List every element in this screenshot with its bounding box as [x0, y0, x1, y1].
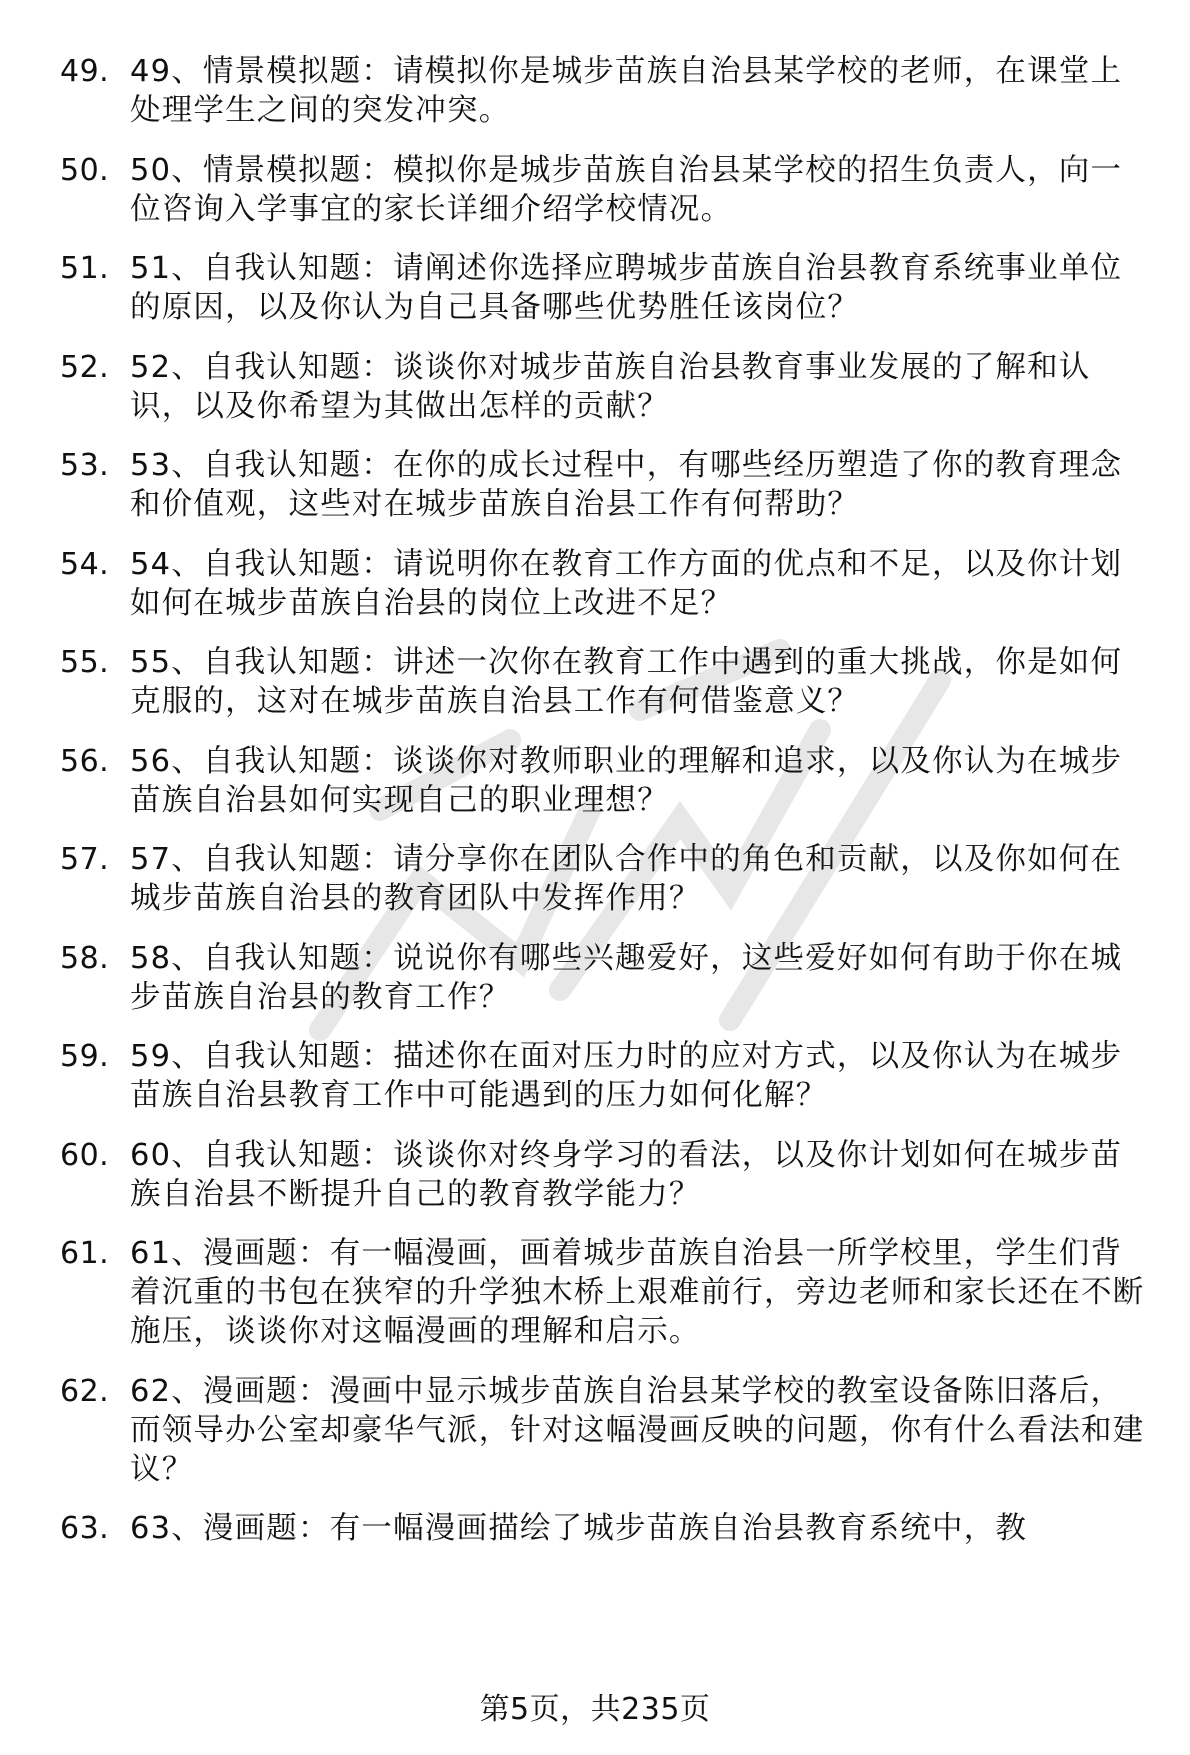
page-footer: 第5页，共235页: [479, 1692, 711, 1727]
question-item: [60, 939, 1150, 1017]
question-number: 57.: [60, 842, 110, 877]
question-number: 52.: [60, 349, 110, 385]
question-item: [60, 1037, 1150, 1115]
question-number: 56.: [60, 743, 110, 779]
question-number: 51.: [60, 251, 110, 286]
question-number: 61.: [60, 1236, 110, 1271]
question-item: [60, 840, 1150, 918]
question-text: 56、自我认知题：谈谈你对教师职业的理解和追求，以及你认为在城步苗族自治县如何实现自己的职业理想？: [130, 743, 1123, 818]
question-text: 57、自我认知题：请分享你在团队合作中的角色和贡献，以及你如何在城步苗族自治县的教育团队中发挥作用？: [130, 842, 1123, 916]
question-item: [60, 1136, 1150, 1214]
question-text: 59、自我认知题：描述你在面对压力时的应对方式，以及你认为在城步苗族自治县教育工作中可能遇到的压力如何化解？: [130, 1039, 1123, 1113]
question-item: [60, 1372, 1150, 1489]
question-item: [60, 742, 1150, 820]
question-item: [60, 151, 1150, 229]
question-number: 60.: [60, 1137, 110, 1173]
question-item: [60, 1234, 1150, 1351]
question-number: 59.: [60, 1039, 110, 1074]
question-text: 61、漫画题：有一幅漫画，画着城步苗族自治县一所学校里，学生们背着沉重的书包在狭窄的升学独木桥上艰难前行，旁边老师和家长还在不断施压，谈谈你对这幅漫画的理解和启示。: [130, 1236, 1145, 1349]
question-text: 52、自我认知题：谈谈你对城步苗族自治县教育事业发展的了解和认识，以及你希望为其做出怎样的贡献？: [130, 349, 1091, 424]
question-text: 54、自我认知题：请说明你在教育工作方面的优点和不足，以及你计划如何在城步苗族自治县的岗位上改进不足？: [130, 546, 1123, 621]
question-text: 51、自我认知题：请阐述你选择应聘城步苗族自治县教育系统事业单位的原因，以及你认为自己具备哪些优势胜任该岗位？: [130, 251, 1123, 325]
question-text: 63、漫画题：有一幅漫画描绘了城步苗族自治县教育系统中，教: [130, 1511, 1028, 1546]
question-text: 58、自我认知题：说说你有哪些兴趣爱好，这些爱好如何有助于你在城步苗族自治县的教育工作？: [130, 940, 1123, 1015]
question-text: 49、情景模拟题：请模拟你是城步苗族自治县某学校的老师，在课堂上处理学生之间的突发冲突。: [130, 54, 1123, 128]
question-item: [60, 1509, 1150, 1548]
question-number: 53.: [60, 448, 110, 483]
question-item: [60, 545, 1150, 623]
question-list: [60, 52, 1150, 1569]
question-text: 55、自我认知题：讲述一次你在教育工作中遇到的重大挑战，你是如何克服的，这对在城步苗族自治县工作有何借鉴意义？: [130, 645, 1123, 719]
question-number: 62.: [60, 1373, 110, 1409]
question-item: [60, 348, 1150, 426]
question-text: 53、自我认知题：在你的成长过程中，有哪些经历塑造了你的教育理念和价值观，这些对在城步苗族自治县工作有何帮助？: [130, 448, 1123, 522]
question-number: 50.: [60, 152, 110, 188]
question-number: 58.: [60, 940, 110, 976]
question-item: [60, 52, 1150, 130]
question-text: 60、自我认知题：谈谈你对终身学习的看法，以及你计划如何在城步苗族自治县不断提升自己的教育教学能力？: [130, 1137, 1123, 1212]
question-text: 50、情景模拟题：模拟你是城步苗族自治县某学校的招生负责人，向一位咨询入学事宜的家长详细介绍学校情况。: [130, 152, 1123, 227]
question-number: 49.: [60, 54, 110, 89]
question-number: 55.: [60, 645, 110, 680]
question-text: 62、漫画题：漫画中显示城步苗族自治县某学校的教室设备陈旧落后，而领导办公室却豪华气派，针对这幅漫画反映的问题，你有什么看法和建议？: [130, 1373, 1145, 1487]
question-number: 54.: [60, 546, 110, 582]
question-item: [60, 249, 1150, 327]
question-number: 63.: [60, 1511, 110, 1546]
question-item: [60, 446, 1150, 524]
question-item: [60, 643, 1150, 721]
